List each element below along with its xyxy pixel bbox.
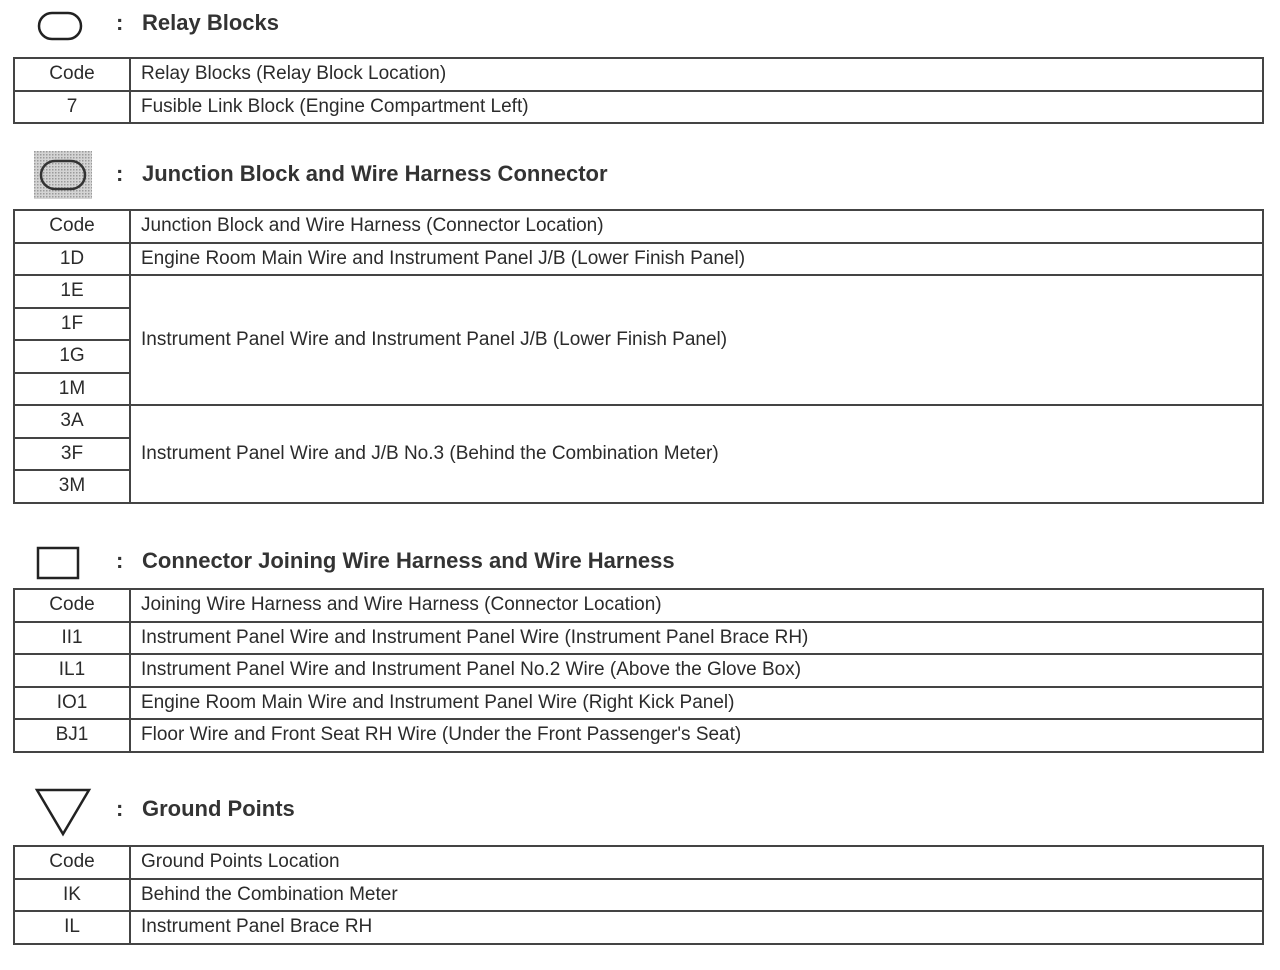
table-header-row bbox=[14, 58, 1263, 91]
row-description: Instrument Panel Wire and Instrument Panel Wire (Instrument Panel Brace RH) bbox=[130, 622, 1263, 655]
table-row bbox=[14, 879, 1263, 912]
heading-colon: : bbox=[116, 796, 124, 821]
table-row bbox=[14, 91, 1263, 124]
rectangle-outline-icon bbox=[36, 546, 80, 580]
table-header-row bbox=[14, 846, 1263, 879]
row-code: 1F bbox=[14, 308, 130, 341]
section-title-ground: Ground Points bbox=[142, 796, 295, 821]
header-description: Junction Block and Wire Harness (Connector Location) bbox=[130, 210, 1263, 243]
row-code: 1E bbox=[14, 275, 130, 308]
row-code: BJ1 bbox=[14, 719, 130, 752]
rounded-rect-shaded-icon bbox=[34, 151, 92, 199]
row-description: Fusible Link Block (Engine Compartment Left) bbox=[130, 91, 1263, 124]
section-title-junction: Junction Block and Wire Harness Connector bbox=[142, 161, 608, 186]
table-row bbox=[14, 243, 1263, 276]
header-description: Relay Blocks (Relay Block Location) bbox=[130, 58, 1263, 91]
row-description-merged: Instrument Panel Wire and J/B No.3 (Behind the Combination Meter) bbox=[130, 405, 1263, 503]
section-title-connector: Connector Joining Wire Harness and Wire Harness bbox=[142, 548, 675, 573]
connector-table bbox=[13, 588, 1264, 753]
rounded-rect-outline-icon bbox=[36, 10, 84, 42]
table-row bbox=[14, 719, 1263, 752]
row-code: IL1 bbox=[14, 654, 130, 687]
junction-block-heading bbox=[0, 151, 1280, 191]
table-row bbox=[14, 654, 1263, 687]
header-code: Code bbox=[14, 846, 130, 879]
down-triangle-icon bbox=[34, 786, 92, 838]
header-description: Ground Points Location bbox=[130, 846, 1263, 879]
row-code: 3F bbox=[14, 438, 130, 471]
connector-heading bbox=[0, 540, 1280, 580]
row-code: IO1 bbox=[14, 687, 130, 720]
row-code: IL bbox=[14, 911, 130, 944]
table-row bbox=[14, 622, 1263, 655]
row-description-merged: Instrument Panel Wire and Instrument Panel J/B (Lower Finish Panel) bbox=[130, 275, 1263, 405]
relay-blocks-table bbox=[13, 57, 1264, 124]
row-description: Engine Room Main Wire and Instrument Panel J/B (Lower Finish Panel) bbox=[130, 243, 1263, 276]
row-description: Floor Wire and Front Seat RH Wire (Under the Front Passenger's Seat) bbox=[130, 719, 1263, 752]
row-code: 7 bbox=[14, 91, 130, 124]
row-code: 1M bbox=[14, 373, 130, 406]
table-row bbox=[14, 911, 1263, 944]
row-code: 3A bbox=[14, 405, 130, 438]
header-code: Code bbox=[14, 589, 130, 622]
heading-colon: : bbox=[116, 10, 124, 35]
ground-points-heading bbox=[0, 786, 1280, 826]
table-header-row bbox=[14, 210, 1263, 243]
row-code: 1D bbox=[14, 243, 130, 276]
row-description: Engine Room Main Wire and Instrument Panel Wire (Right Kick Panel) bbox=[130, 687, 1263, 720]
header-code: Code bbox=[14, 210, 130, 243]
row-description: Behind the Combination Meter bbox=[130, 879, 1263, 912]
table-row bbox=[14, 405, 1263, 438]
heading-colon: : bbox=[116, 548, 124, 573]
header-description: Joining Wire Harness and Wire Harness (Connector Location) bbox=[130, 589, 1263, 622]
section-title-relay: Relay Blocks bbox=[142, 10, 279, 35]
row-description: Instrument Panel Wire and Instrument Panel No.2 Wire (Above the Glove Box) bbox=[130, 654, 1263, 687]
row-code: II1 bbox=[14, 622, 130, 655]
table-row bbox=[14, 687, 1263, 720]
row-code: IK bbox=[14, 879, 130, 912]
row-description: Instrument Panel Brace RH bbox=[130, 911, 1263, 944]
ground-points-table bbox=[13, 845, 1264, 945]
header-code: Code bbox=[14, 58, 130, 91]
table-header-row bbox=[14, 589, 1263, 622]
junction-block-table bbox=[13, 209, 1264, 504]
row-code: 3M bbox=[14, 470, 130, 503]
row-code: 1G bbox=[14, 340, 130, 373]
table-row bbox=[14, 275, 1263, 308]
relay-blocks-heading bbox=[0, 4, 1280, 44]
heading-colon: : bbox=[116, 161, 124, 186]
